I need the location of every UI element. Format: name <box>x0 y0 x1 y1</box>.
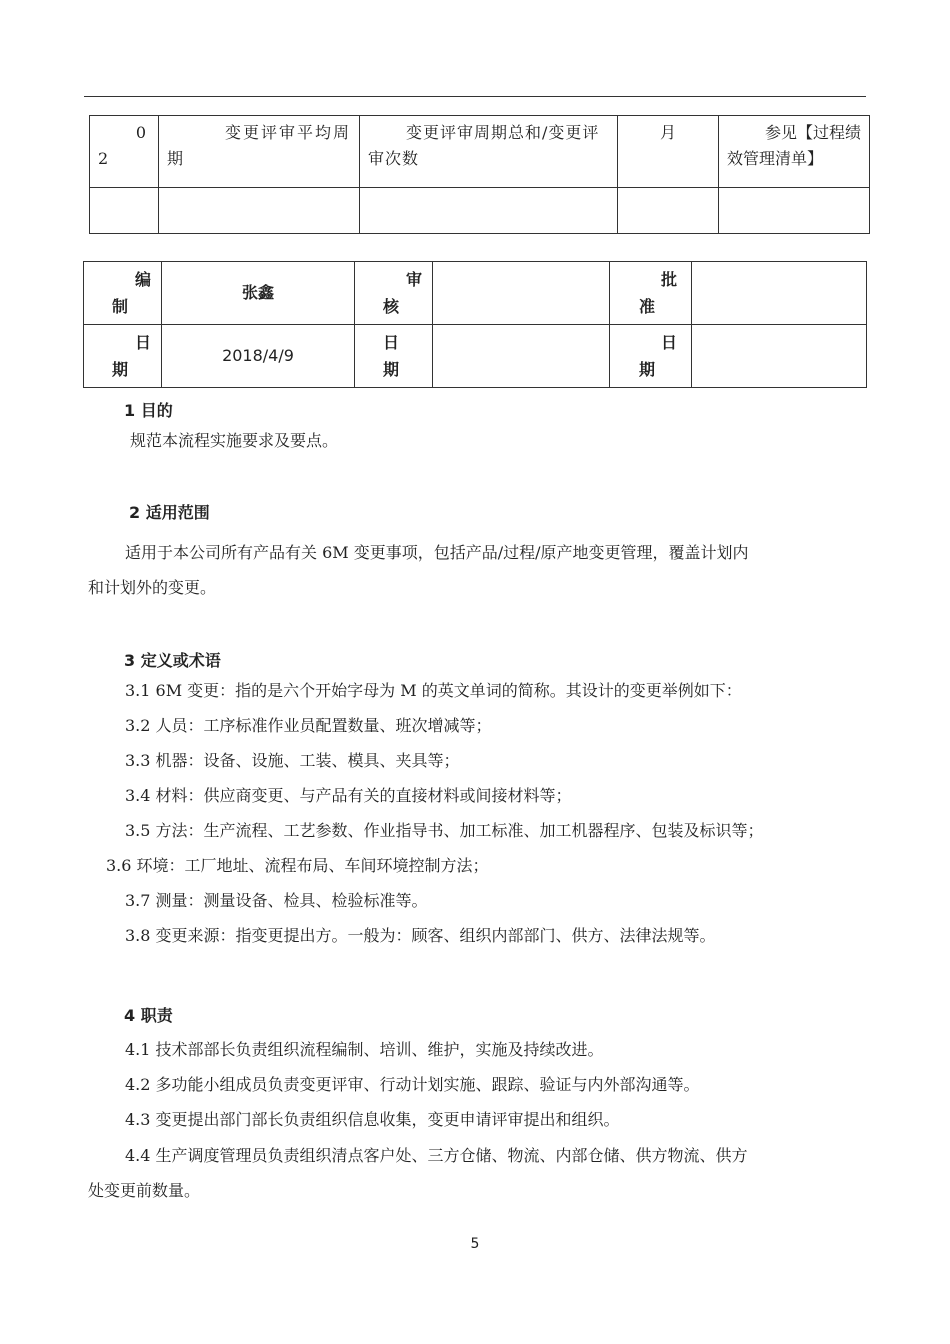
responsibility-item: 4.2 多功能小组成员负责变更评审、行动计划实施、跟踪、验证与内外部沟通等。 <box>125 1075 700 1094</box>
reviewer-name <box>433 262 610 325</box>
approver-name <box>692 262 867 325</box>
definition-item: 3.7 测量：测量设备、检具、检验标准等。 <box>125 891 428 910</box>
section-title-scope: 2 适用范围 <box>129 503 210 522</box>
metric-name-b: 期 <box>167 149 184 168</box>
section-title-definitions: 3 定义或术语 <box>124 651 221 670</box>
table-row <box>90 188 870 234</box>
definition-item: 3.6 环境：工厂地址、流程布局、车间环境控制方法； <box>106 856 489 875</box>
metric-formula-cell: 变更评审周期总和/变更评审次数 <box>360 116 618 188</box>
metric-no-b: 2 <box>98 149 109 168</box>
section-title-responsibilities: 4 职责 <box>124 1006 173 1025</box>
metric-ref-cell: 参见【过程绩效管理清单】 <box>719 116 870 188</box>
compile-date: 2018/4/9 <box>162 325 355 388</box>
table-row <box>84 325 867 388</box>
responsibility-item: 4.1 技术部部长负责组织流程编制、培训、维护，实施及持续改进。 <box>125 1040 604 1059</box>
scope-line-1: 适用于本公司所有产品有关 6M 变更事项，包括产品/过程/原产地变更管理，覆盖计划内 <box>125 543 749 562</box>
compiler-name: 张鑫 <box>162 262 355 325</box>
review-date <box>433 325 610 388</box>
empty-cell <box>719 188 870 234</box>
definition-item: 3.1 6M 变更：指的是六个开始字母为 M 的英文单词的简称。其设计的变更举例如下： <box>125 681 742 700</box>
metric-no-cell <box>90 116 159 188</box>
definition-item: 3.5 方法：生产流程、工艺参数、作业指导书、加工标准、加工机器程序、包装及标识等； <box>125 821 764 840</box>
definition-item: 3.3 机器：设备、设施、工装、模具、夹具等； <box>125 751 460 770</box>
date-label: 日 期 <box>355 325 433 388</box>
responsibility-item: 4.3 变更提出部门部长负责组织信息收集，变更申请评审提出和组织。 <box>125 1110 620 1129</box>
date-label: 日 期 <box>84 325 162 388</box>
metric-name-a: 变更评审平均周 <box>224 123 351 142</box>
compiled-by-label: 编 制 <box>84 262 162 325</box>
empty-cell <box>90 188 159 234</box>
page-number: 5 <box>470 1236 480 1252</box>
empty-cell <box>360 188 618 234</box>
responsibility-item-continuation: 处变更前数量。 <box>88 1181 201 1200</box>
definition-item: 3.4 材料：供应商变更、与产品有关的直接材料或间接材料等； <box>125 786 572 805</box>
table-row <box>84 262 867 325</box>
definition-item: 3.8 变更来源：指变更提出方。一般为：顾客、组织内部部门、供方、法律法规等。 <box>125 926 716 945</box>
header-rule <box>84 96 866 97</box>
metric-name-cell <box>159 116 360 188</box>
empty-cell <box>618 188 719 234</box>
approval-table <box>83 261 867 388</box>
metric-no-a: 0 <box>135 123 146 142</box>
section-title-purpose: 1 目的 <box>124 401 173 420</box>
table-row <box>90 116 870 188</box>
metric-unit-cell: 月 <box>618 116 719 188</box>
empty-cell <box>159 188 360 234</box>
approved-by-label: 批 准 <box>610 262 692 325</box>
purpose-text: 规范本流程实施要求及要点。 <box>130 431 339 450</box>
responsibility-item: 4.4 生产调度管理员负责组织清点客户处、三方仓储、物流、内部仓储、供方物流、供方 <box>125 1146 748 1165</box>
approve-date <box>692 325 867 388</box>
reviewed-by-label: 审 核 <box>355 262 433 325</box>
metrics-table <box>89 115 870 234</box>
date-label: 日 期 <box>610 325 692 388</box>
scope-line-2: 和计划外的变更。 <box>88 578 217 597</box>
definition-item: 3.2 人员：工序标准作业员配置数量、班次增减等； <box>125 716 492 735</box>
